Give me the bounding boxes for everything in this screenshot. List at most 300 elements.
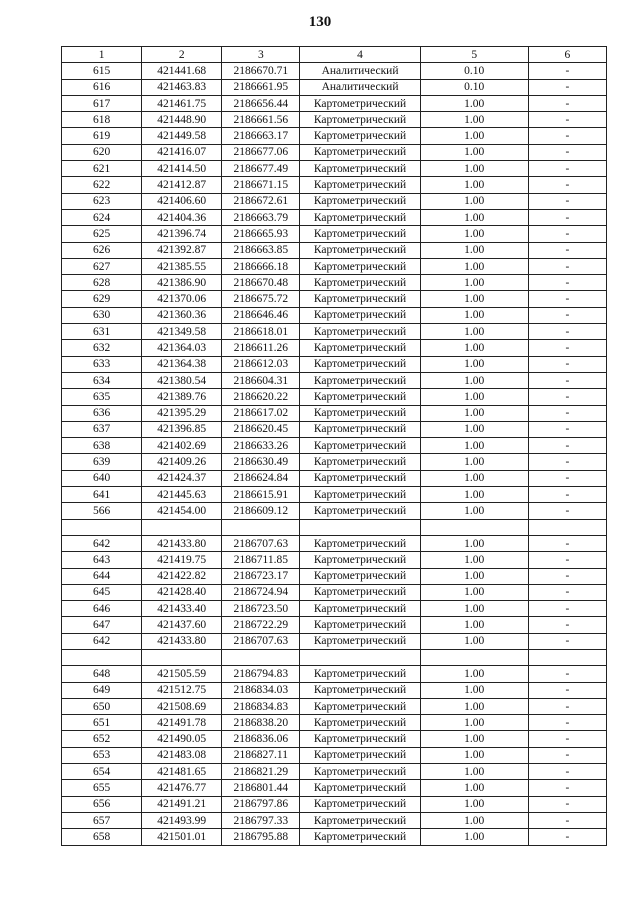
y-coordinate-cell: 2186611.26	[222, 340, 300, 356]
note-cell: -	[528, 780, 606, 796]
note-cell: -	[528, 812, 606, 828]
table-row	[62, 389, 607, 405]
note-cell: -	[528, 829, 606, 845]
accuracy-cell: 1.00	[420, 829, 528, 845]
x-coordinate-cell: 421416.07	[142, 144, 222, 160]
note-cell: -	[528, 584, 606, 600]
accuracy-cell	[420, 519, 528, 535]
y-coordinate-cell: 2186665.93	[222, 226, 300, 242]
method-cell: Картометрический	[300, 601, 420, 617]
x-coordinate-cell: 421392.87	[142, 242, 222, 258]
accuracy-cell: 1.00	[420, 128, 528, 144]
note-cell: -	[528, 617, 606, 633]
table-row	[62, 747, 607, 763]
point-number-cell: 654	[62, 764, 142, 780]
method-cell: Картометрический	[300, 372, 420, 388]
note-cell: -	[528, 454, 606, 470]
point-number-cell	[62, 649, 142, 665]
accuracy-cell: 1.00	[420, 747, 528, 763]
accuracy-cell: 0.10	[420, 63, 528, 79]
point-number-cell: 622	[62, 177, 142, 193]
accuracy-cell: 1.00	[420, 177, 528, 193]
point-number-cell: 639	[62, 454, 142, 470]
x-coordinate-cell: 421437.60	[142, 617, 222, 633]
point-number-cell: 655	[62, 780, 142, 796]
point-number-cell: 637	[62, 421, 142, 437]
x-coordinate-cell: 421349.58	[142, 324, 222, 340]
note-cell: -	[528, 601, 606, 617]
accuracy-cell: 1.00	[420, 242, 528, 258]
x-coordinate-cell	[142, 649, 222, 665]
x-coordinate-cell: 421396.85	[142, 421, 222, 437]
y-coordinate-cell: 2186670.48	[222, 275, 300, 291]
coordinates-table	[61, 46, 607, 846]
x-coordinate-cell: 421490.05	[142, 731, 222, 747]
point-number-cell: 642	[62, 535, 142, 551]
method-cell: Картометрический	[300, 242, 420, 258]
table-row	[62, 552, 607, 568]
note-cell: -	[528, 438, 606, 454]
point-number-cell: 649	[62, 682, 142, 698]
method-cell: Картометрический	[300, 780, 420, 796]
point-number-cell: 641	[62, 487, 142, 503]
method-cell: Картометрический	[300, 731, 420, 747]
table-row	[62, 666, 607, 682]
note-cell: -	[528, 79, 606, 95]
y-coordinate-cell: 2186661.56	[222, 112, 300, 128]
point-number-cell: 621	[62, 161, 142, 177]
x-coordinate-cell: 421419.75	[142, 552, 222, 568]
y-coordinate-cell: 2186663.85	[222, 242, 300, 258]
y-coordinate-cell: 2186677.06	[222, 144, 300, 160]
y-coordinate-cell: 2186797.33	[222, 812, 300, 828]
table-row	[62, 193, 607, 209]
method-cell: Аналитический	[300, 79, 420, 95]
table-row	[62, 438, 607, 454]
column-header: 6	[528, 47, 606, 63]
note-cell: -	[528, 324, 606, 340]
column-header: 3	[222, 47, 300, 63]
method-cell: Картометрический	[300, 275, 420, 291]
note-cell: -	[528, 764, 606, 780]
y-coordinate-cell: 2186827.11	[222, 747, 300, 763]
x-coordinate-cell: 421396.74	[142, 226, 222, 242]
y-coordinate-cell: 2186707.63	[222, 633, 300, 649]
point-number-cell: 615	[62, 63, 142, 79]
y-coordinate-cell: 2186838.20	[222, 715, 300, 731]
note-cell: -	[528, 291, 606, 307]
y-coordinate-cell: 2186624.84	[222, 470, 300, 486]
table-row	[62, 812, 607, 828]
table-row	[62, 535, 607, 551]
note-cell: -	[528, 487, 606, 503]
x-coordinate-cell: 421380.54	[142, 372, 222, 388]
accuracy-cell: 1.00	[420, 372, 528, 388]
x-coordinate-cell: 421404.36	[142, 209, 222, 225]
method-cell: Картометрический	[300, 568, 420, 584]
y-coordinate-cell: 2186724.94	[222, 584, 300, 600]
note-cell: -	[528, 796, 606, 812]
point-number-cell: 642	[62, 633, 142, 649]
point-number-cell: 645	[62, 584, 142, 600]
x-coordinate-cell: 421389.76	[142, 389, 222, 405]
note-cell: -	[528, 193, 606, 209]
y-coordinate-cell: 2186646.46	[222, 307, 300, 323]
method-cell: Картометрический	[300, 421, 420, 437]
point-number-cell: 640	[62, 470, 142, 486]
point-number-cell: 658	[62, 829, 142, 845]
note-cell: -	[528, 112, 606, 128]
page-number: 130	[308, 14, 332, 30]
table-row	[62, 519, 607, 535]
accuracy-cell: 1.00	[420, 568, 528, 584]
table-row	[62, 568, 607, 584]
x-coordinate-cell: 421370.06	[142, 291, 222, 307]
y-coordinate-cell: 2186615.91	[222, 487, 300, 503]
point-number-cell: 638	[62, 438, 142, 454]
note-cell: -	[528, 666, 606, 682]
accuracy-cell: 1.00	[420, 584, 528, 600]
table-body	[62, 63, 607, 845]
table-row	[62, 796, 607, 812]
point-number-cell: 650	[62, 698, 142, 714]
note-cell: -	[528, 161, 606, 177]
x-coordinate-cell: 421491.78	[142, 715, 222, 731]
accuracy-cell	[420, 649, 528, 665]
y-coordinate-cell: 2186617.02	[222, 405, 300, 421]
method-cell: Картометрический	[300, 356, 420, 372]
method-cell: Картометрический	[300, 340, 420, 356]
y-coordinate-cell: 2186795.88	[222, 829, 300, 845]
accuracy-cell: 1.00	[420, 487, 528, 503]
table-row	[62, 764, 607, 780]
table-row	[62, 291, 607, 307]
table-row	[62, 63, 607, 79]
accuracy-cell: 1.00	[420, 731, 528, 747]
y-coordinate-cell: 2186612.03	[222, 356, 300, 372]
note-cell: -	[528, 389, 606, 405]
accuracy-cell: 1.00	[420, 144, 528, 160]
note-cell: -	[528, 682, 606, 698]
table-row	[62, 682, 607, 698]
table-row	[62, 405, 607, 421]
y-coordinate-cell: 2186836.06	[222, 731, 300, 747]
x-coordinate-cell: 421481.65	[142, 764, 222, 780]
table-row	[62, 454, 607, 470]
point-number-cell: 647	[62, 617, 142, 633]
method-cell: Картометрический	[300, 112, 420, 128]
y-coordinate-cell: 2186609.12	[222, 503, 300, 519]
method-cell: Картометрический	[300, 764, 420, 780]
table-row	[62, 95, 607, 111]
x-coordinate-cell: 421501.01	[142, 829, 222, 845]
note-cell	[528, 649, 606, 665]
note-cell	[528, 519, 606, 535]
point-number-cell: 635	[62, 389, 142, 405]
point-number-cell: 631	[62, 324, 142, 340]
note-cell: -	[528, 144, 606, 160]
point-number-cell: 644	[62, 568, 142, 584]
table-row	[62, 829, 607, 845]
column-header: 1	[62, 47, 142, 63]
accuracy-cell: 1.00	[420, 405, 528, 421]
y-coordinate-cell: 2186604.31	[222, 372, 300, 388]
method-cell: Картометрический	[300, 144, 420, 160]
x-coordinate-cell: 421448.90	[142, 112, 222, 128]
note-cell: -	[528, 340, 606, 356]
y-coordinate-cell: 2186794.83	[222, 666, 300, 682]
accuracy-cell: 1.00	[420, 764, 528, 780]
method-cell: Картометрический	[300, 258, 420, 274]
y-coordinate-cell: 2186677.49	[222, 161, 300, 177]
y-coordinate-cell: 2186630.49	[222, 454, 300, 470]
method-cell: Картометрический	[300, 454, 420, 470]
method-cell	[300, 649, 420, 665]
method-cell: Картометрический	[300, 698, 420, 714]
point-number-cell: 652	[62, 731, 142, 747]
method-cell: Картометрический	[300, 128, 420, 144]
y-coordinate-cell: 2186663.17	[222, 128, 300, 144]
method-cell: Картометрический	[300, 584, 420, 600]
x-coordinate-cell: 421449.58	[142, 128, 222, 144]
x-coordinate-cell: 421414.50	[142, 161, 222, 177]
table-row	[62, 275, 607, 291]
x-coordinate-cell: 421428.40	[142, 584, 222, 600]
accuracy-cell: 1.00	[420, 454, 528, 470]
table-row	[62, 649, 607, 665]
y-coordinate-cell: 2186707.63	[222, 535, 300, 551]
x-coordinate-cell: 421508.69	[142, 698, 222, 714]
x-coordinate-cell: 421493.99	[142, 812, 222, 828]
x-coordinate-cell: 421422.82	[142, 568, 222, 584]
method-cell: Картометрический	[300, 389, 420, 405]
point-number-cell: 630	[62, 307, 142, 323]
point-number-cell: 566	[62, 503, 142, 519]
y-coordinate-cell: 2186661.95	[222, 79, 300, 95]
x-coordinate-cell: 421412.87	[142, 177, 222, 193]
method-cell: Картометрический	[300, 487, 420, 503]
method-cell: Картометрический	[300, 829, 420, 845]
note-cell: -	[528, 633, 606, 649]
point-number-cell: 653	[62, 747, 142, 763]
accuracy-cell: 1.00	[420, 796, 528, 812]
table-row	[62, 340, 607, 356]
note-cell: -	[528, 63, 606, 79]
point-number-cell: 634	[62, 372, 142, 388]
y-coordinate-cell: 2186722.29	[222, 617, 300, 633]
point-number-cell	[62, 519, 142, 535]
y-coordinate-cell: 2186666.18	[222, 258, 300, 274]
point-number-cell: 619	[62, 128, 142, 144]
table-row	[62, 161, 607, 177]
column-header: 5	[420, 47, 528, 63]
note-cell: -	[528, 95, 606, 111]
x-coordinate-cell: 421360.36	[142, 307, 222, 323]
table-row	[62, 242, 607, 258]
column-header: 4	[300, 47, 420, 63]
accuracy-cell: 1.00	[420, 438, 528, 454]
x-coordinate-cell: 421409.26	[142, 454, 222, 470]
note-cell: -	[528, 535, 606, 551]
point-number-cell: 648	[62, 666, 142, 682]
point-number-cell: 632	[62, 340, 142, 356]
point-number-cell: 629	[62, 291, 142, 307]
accuracy-cell: 1.00	[420, 698, 528, 714]
accuracy-cell: 1.00	[420, 812, 528, 828]
accuracy-cell: 1.00	[420, 356, 528, 372]
point-number-cell: 620	[62, 144, 142, 160]
x-coordinate-cell: 421385.55	[142, 258, 222, 274]
y-coordinate-cell: 2186671.15	[222, 177, 300, 193]
note-cell: -	[528, 372, 606, 388]
method-cell: Картометрический	[300, 209, 420, 225]
accuracy-cell: 1.00	[420, 161, 528, 177]
method-cell: Картометрический	[300, 812, 420, 828]
point-number-cell: 626	[62, 242, 142, 258]
point-number-cell: 617	[62, 95, 142, 111]
x-coordinate-cell: 421512.75	[142, 682, 222, 698]
method-cell: Картометрический	[300, 291, 420, 307]
x-coordinate-cell: 421395.29	[142, 405, 222, 421]
table-row	[62, 601, 607, 617]
method-cell: Картометрический	[300, 193, 420, 209]
method-cell: Картометрический	[300, 470, 420, 486]
table-header-row	[62, 47, 607, 63]
x-coordinate-cell: 421386.90	[142, 275, 222, 291]
accuracy-cell: 1.00	[420, 666, 528, 682]
table-row	[62, 356, 607, 372]
y-coordinate-cell: 2186620.22	[222, 389, 300, 405]
note-cell: -	[528, 747, 606, 763]
note-cell: -	[528, 503, 606, 519]
y-coordinate-cell: 2186633.26	[222, 438, 300, 454]
y-coordinate-cell: 2186834.83	[222, 698, 300, 714]
table-row	[62, 79, 607, 95]
accuracy-cell: 1.00	[420, 633, 528, 649]
point-number-cell: 616	[62, 79, 142, 95]
accuracy-cell: 1.00	[420, 340, 528, 356]
note-cell: -	[528, 698, 606, 714]
note-cell: -	[528, 242, 606, 258]
method-cell: Картометрический	[300, 682, 420, 698]
accuracy-cell: 1.00	[420, 421, 528, 437]
x-coordinate-cell: 421476.77	[142, 780, 222, 796]
point-number-cell: 646	[62, 601, 142, 617]
note-cell: -	[528, 275, 606, 291]
table-row	[62, 258, 607, 274]
y-coordinate-cell: 2186675.72	[222, 291, 300, 307]
accuracy-cell: 1.00	[420, 112, 528, 128]
method-cell: Картометрический	[300, 438, 420, 454]
x-coordinate-cell: 421433.80	[142, 633, 222, 649]
method-cell: Картометрический	[300, 503, 420, 519]
table-row	[62, 633, 607, 649]
method-cell: Картометрический	[300, 324, 420, 340]
x-coordinate-cell: 421433.40	[142, 601, 222, 617]
table-row	[62, 324, 607, 340]
x-coordinate-cell: 421454.00	[142, 503, 222, 519]
accuracy-cell: 1.00	[420, 258, 528, 274]
table-row	[62, 421, 607, 437]
y-coordinate-cell: 2186723.17	[222, 568, 300, 584]
table-row	[62, 226, 607, 242]
table-row	[62, 487, 607, 503]
point-number-cell: 656	[62, 796, 142, 812]
accuracy-cell: 1.00	[420, 193, 528, 209]
table-row	[62, 144, 607, 160]
note-cell: -	[528, 568, 606, 584]
method-cell: Картометрический	[300, 307, 420, 323]
y-coordinate-cell: 2186821.29	[222, 764, 300, 780]
note-cell: -	[528, 307, 606, 323]
note-cell: -	[528, 356, 606, 372]
accuracy-cell: 1.00	[420, 324, 528, 340]
y-coordinate-cell: 2186620.45	[222, 421, 300, 437]
y-coordinate-cell: 2186663.79	[222, 209, 300, 225]
x-coordinate-cell: 421505.59	[142, 666, 222, 682]
y-coordinate-cell	[222, 519, 300, 535]
point-number-cell: 657	[62, 812, 142, 828]
table-row	[62, 780, 607, 796]
method-cell: Картометрический	[300, 796, 420, 812]
y-coordinate-cell: 2186711.85	[222, 552, 300, 568]
x-coordinate-cell: 421463.83	[142, 79, 222, 95]
method-cell: Картометрический	[300, 226, 420, 242]
accuracy-cell: 1.00	[420, 535, 528, 551]
method-cell: Картометрический	[300, 95, 420, 111]
accuracy-cell: 1.00	[420, 780, 528, 796]
x-coordinate-cell: 421402.69	[142, 438, 222, 454]
method-cell: Картометрический	[300, 715, 420, 731]
method-cell: Аналитический	[300, 63, 420, 79]
method-cell: Картометрический	[300, 617, 420, 633]
table-row	[62, 372, 607, 388]
x-coordinate-cell: 421364.03	[142, 340, 222, 356]
point-number-cell: 628	[62, 275, 142, 291]
point-number-cell: 618	[62, 112, 142, 128]
y-coordinate-cell: 2186618.01	[222, 324, 300, 340]
note-cell: -	[528, 552, 606, 568]
method-cell: Картометрический	[300, 666, 420, 682]
method-cell	[300, 519, 420, 535]
y-coordinate-cell: 2186801.44	[222, 780, 300, 796]
method-cell: Картометрический	[300, 161, 420, 177]
method-cell: Картометрический	[300, 552, 420, 568]
table-row	[62, 503, 607, 519]
y-coordinate-cell: 2186670.71	[222, 63, 300, 79]
accuracy-cell: 1.00	[420, 601, 528, 617]
accuracy-cell: 1.00	[420, 226, 528, 242]
accuracy-cell: 1.00	[420, 552, 528, 568]
x-coordinate-cell: 421364.38	[142, 356, 222, 372]
x-coordinate-cell	[142, 519, 222, 535]
column-header: 2	[142, 47, 222, 63]
note-cell: -	[528, 731, 606, 747]
table-row	[62, 307, 607, 323]
note-cell: -	[528, 405, 606, 421]
method-cell: Картометрический	[300, 633, 420, 649]
x-coordinate-cell: 421461.75	[142, 95, 222, 111]
note-cell: -	[528, 258, 606, 274]
point-number-cell: 643	[62, 552, 142, 568]
y-coordinate-cell	[222, 649, 300, 665]
y-coordinate-cell: 2186656.44	[222, 95, 300, 111]
method-cell: Картометрический	[300, 177, 420, 193]
method-cell: Картометрический	[300, 747, 420, 763]
note-cell: -	[528, 177, 606, 193]
x-coordinate-cell: 421424.37	[142, 470, 222, 486]
accuracy-cell: 1.00	[420, 291, 528, 307]
